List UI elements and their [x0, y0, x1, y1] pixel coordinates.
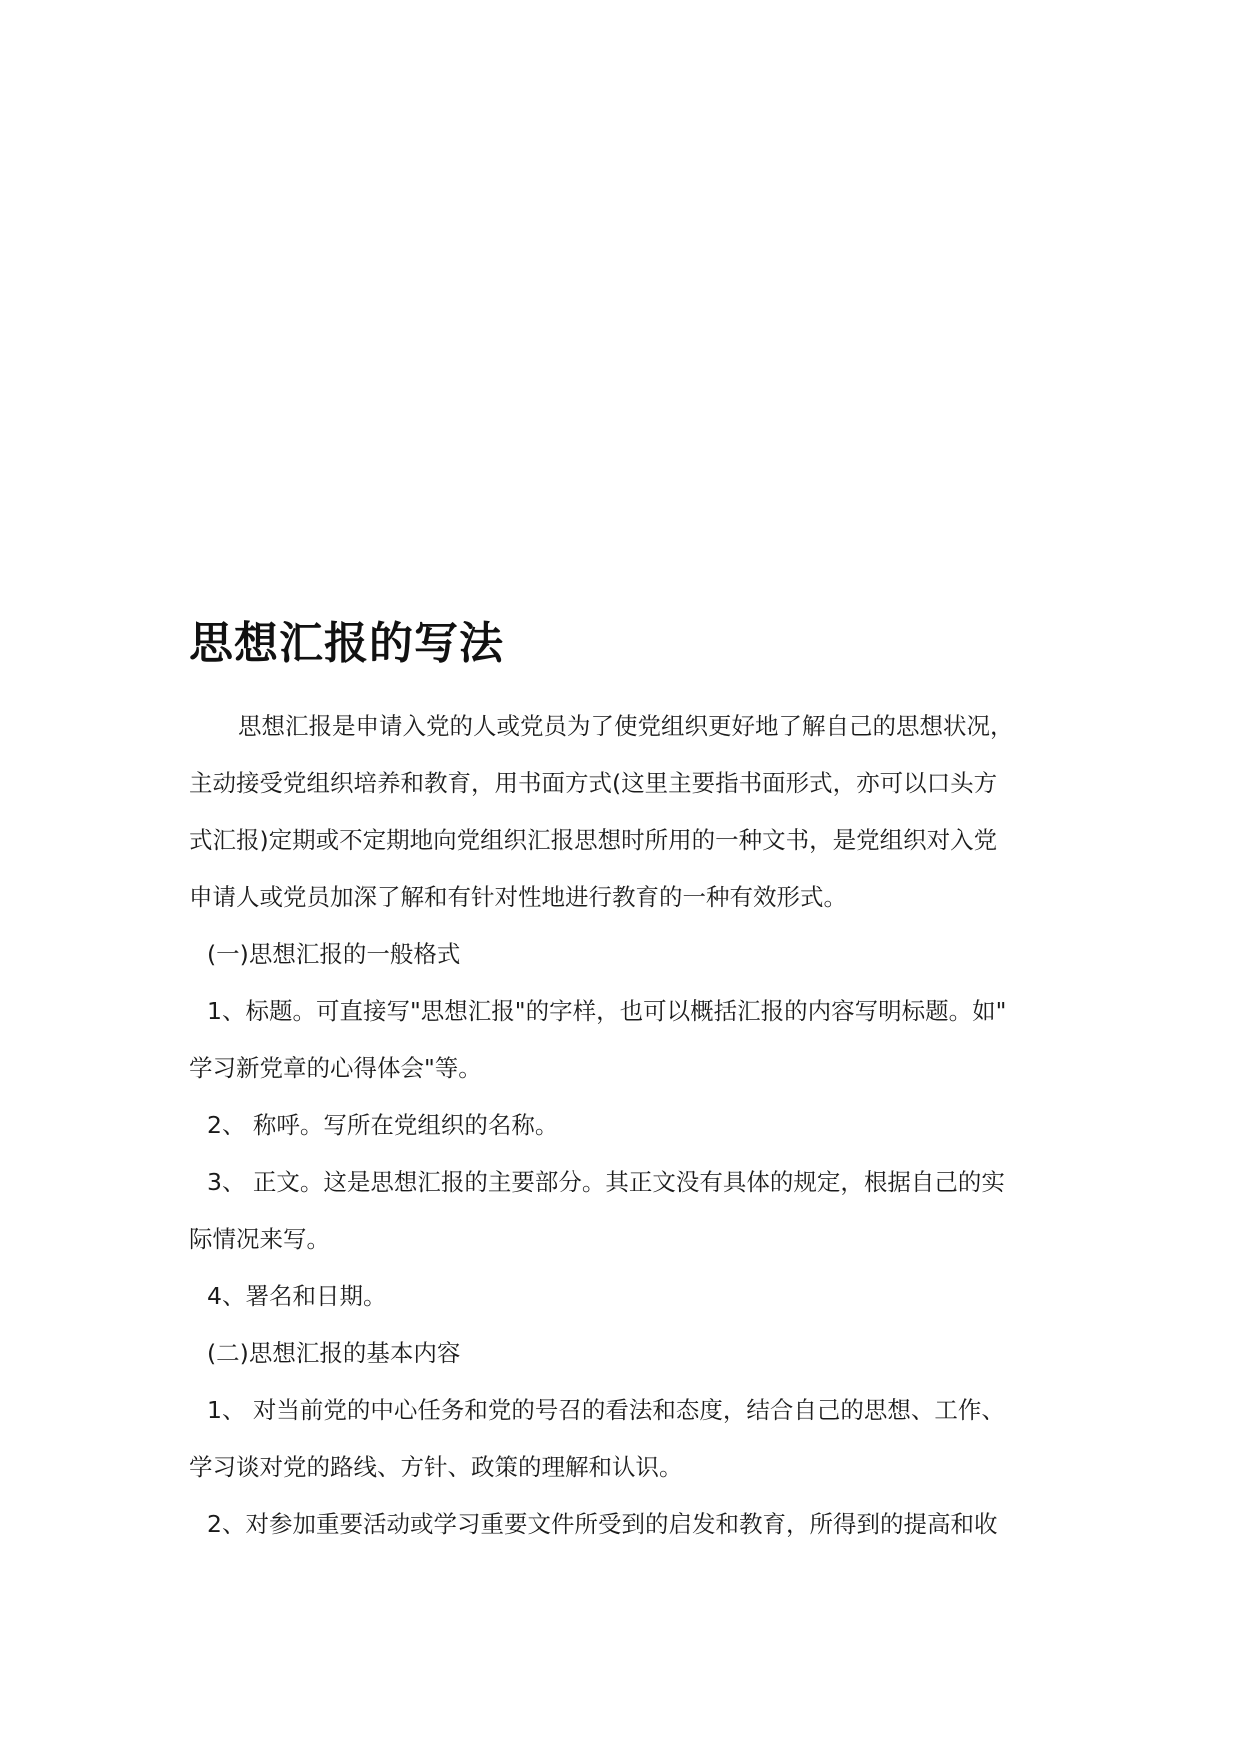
list-item: 1、标题。可直接写"思想汇报"的字样，也可以概括汇报的内容写明标题。如"	[207, 997, 1007, 1025]
document-title: 思想汇报的写法	[189, 618, 504, 669]
list-item: 4、署名和日期。	[207, 1282, 387, 1310]
paragraph-line: 式汇报)定期或不定期地向党组织汇报思想时所用的一种文书，是党组织对入党	[189, 826, 998, 854]
list-item-continuation: 际情况来写。	[189, 1225, 330, 1253]
list-item: 2、对参加重要活动或学习重要文件所受到的启发和教育，所得到的提高和收	[207, 1510, 998, 1538]
list-item: 1、 对当前党的中心任务和党的号召的看法和态度，结合自己的思想、工作、	[207, 1396, 1005, 1424]
paragraph-line: 主动接受党组织培养和教育，用书面方式(这里主要指书面形式，亦可以口头方	[189, 769, 998, 797]
list-item: 3、 正文。这是思想汇报的主要部分。其正文没有具体的规定，根据自己的实	[207, 1168, 1005, 1196]
paragraph-line: 思想汇报是申请入党的人或党员为了使党组织更好地了解自己的思想状况，	[238, 712, 1014, 740]
list-item: 2、 称呼。写所在党组织的名称。	[207, 1111, 559, 1139]
list-item-continuation: 学习新党章的心得体会"等。	[189, 1054, 482, 1082]
section-heading: (二)思想汇报的基本内容	[207, 1339, 461, 1367]
list-item-continuation: 学习谈对党的路线、方针、政策的理解和认识。	[189, 1453, 683, 1481]
paragraph-line: 申请人或党员加深了解和有针对性地进行教育的一种有效形式。	[189, 883, 847, 911]
section-heading: (一)思想汇报的一般格式	[207, 940, 461, 968]
